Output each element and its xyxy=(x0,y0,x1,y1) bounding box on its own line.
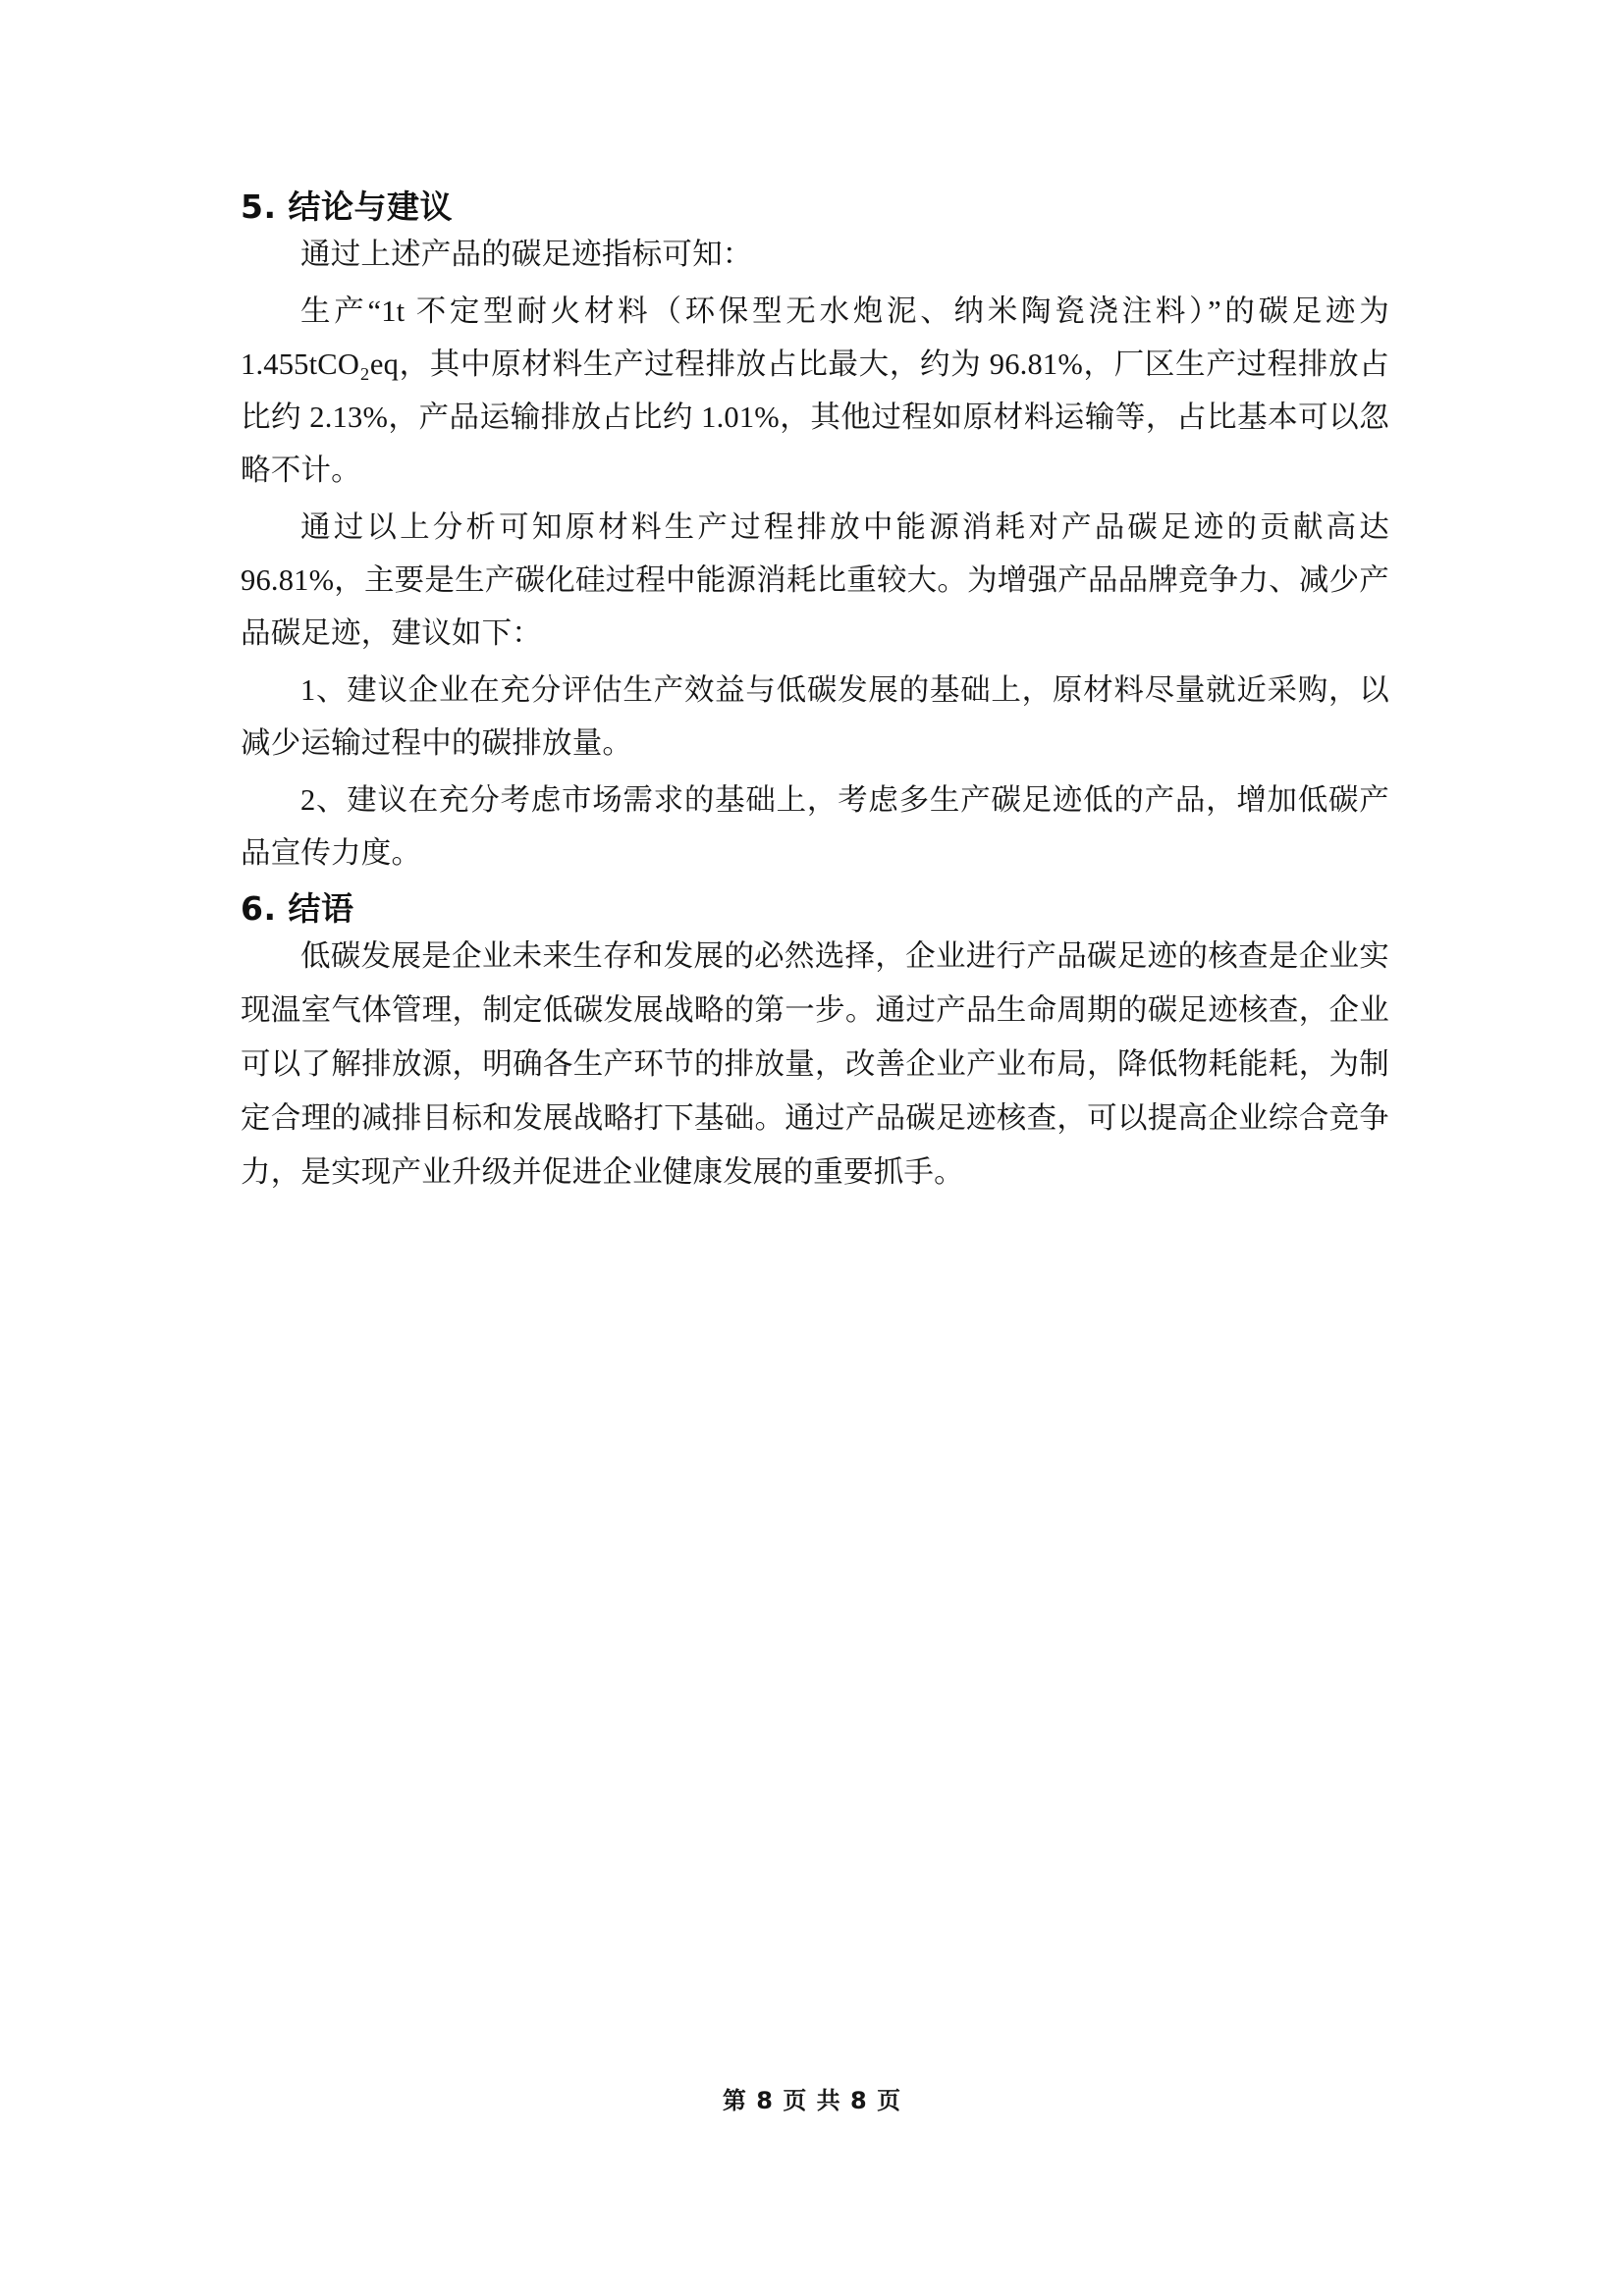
page-content xyxy=(241,182,1389,1203)
page-number-label: 第 8 页 共 8 页 xyxy=(722,2087,902,2114)
paragraph: 2、建议在充分考虑市场需求的基础上，考虑多生产碳足迹低的产品，增加低碳产品宣传力度。 xyxy=(241,783,1389,870)
paragraph: 通过上述产品的碳足迹指标可知： xyxy=(300,238,753,271)
paragraph: 生产“1t 不定型耐火材料（环保型无水炮泥、纳米陶瓷浇注料）”的碳足迹为 1.455tCO₂eq，其中原材料生产过程排放占比最大，约为 96.81%，厂区生产过程排放占比约 2.13%，产品运输排放占比约 1.01%，其他过程如原材料运输等，占比基本可以忽略不计。 xyxy=(241,294,1389,487)
section-heading-conclusions: 5. 结论与建议 xyxy=(241,187,453,226)
page-footer xyxy=(0,2081,1624,2115)
paragraph: 低碳发展是企业未来生存和发展的必然选择，企业进行产品碳足迹的核查是企业实现温室气体管理，制定低碳发展战略的第一步。通过产品生命周期的碳足迹核查，企业可以了解排放源，明确各生产环节的排放量，改善企业产业布局，降低物耗能耗，为制定合理的减排目标和发展战略打下基础。通过产品碳足迹核查，可以提高企业综合竞争力，是实现产业升级并促进企业健康发展的重要抓手。 xyxy=(241,939,1389,1189)
paragraph: 通过以上分析可知原材料生产过程排放中能源消耗对产品碳足迹的贡献高达 96.81%，主要是生产碳化硅过程中能源消耗比重较大。为增强产品品牌竞争力、减少产品碳足迹，建议如下： xyxy=(241,510,1389,650)
section-heading-epilogue: 6. 结语 xyxy=(241,889,354,928)
section-epilogue-body xyxy=(241,930,1389,1200)
paragraph: 1、建议企业在充分评估生产效益与低碳发展的基础上，原材料尽量就近采购，以减少运输过程中的碳排放量。 xyxy=(241,673,1389,760)
